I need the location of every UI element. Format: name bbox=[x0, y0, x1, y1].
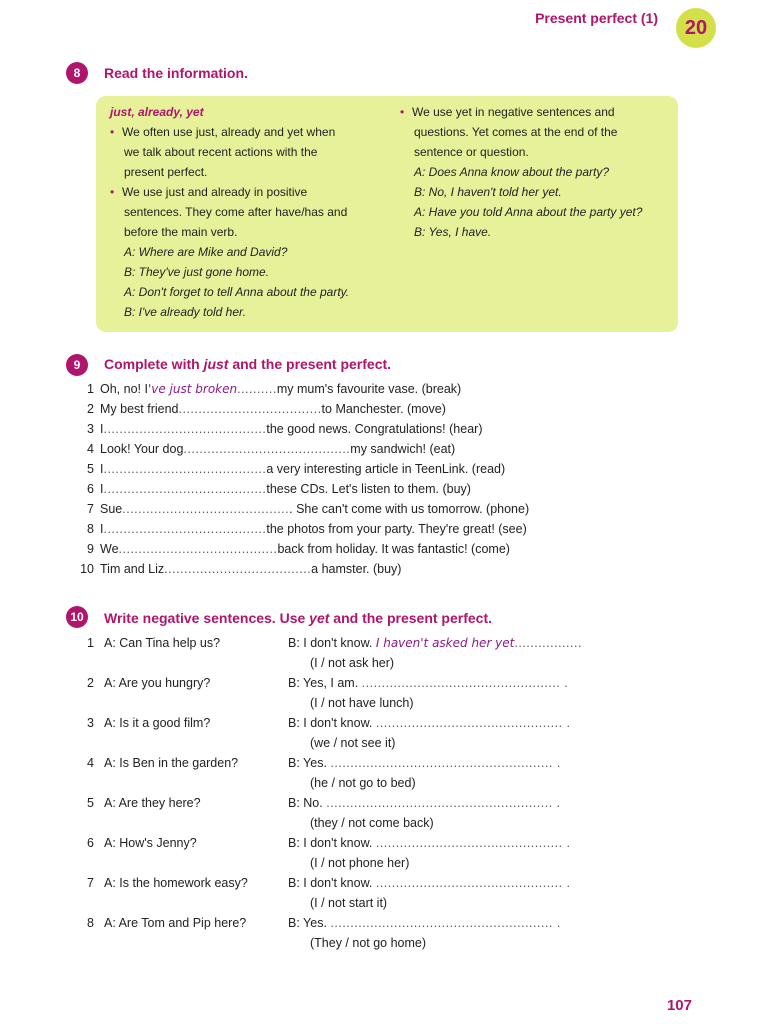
example-line: B: They've just gone home. bbox=[124, 265, 270, 279]
answer-dots: ................. bbox=[514, 636, 582, 650]
question-a: A: Is the homework easy? bbox=[104, 876, 248, 890]
exercise-item bbox=[78, 442, 529, 462]
response-b bbox=[288, 676, 568, 690]
response-b bbox=[288, 796, 561, 810]
dialogue-item bbox=[78, 916, 638, 956]
exercise-9-list bbox=[78, 382, 529, 582]
item-number: 6 bbox=[87, 836, 94, 850]
info-right-column bbox=[400, 102, 670, 242]
dialogue-item bbox=[78, 676, 638, 716]
exercise-8-title: Read the information. bbox=[104, 65, 248, 81]
answer-field[interactable]: ......................................... bbox=[103, 422, 267, 436]
hint-text: (they / not come back) bbox=[310, 816, 434, 830]
answer-field[interactable]: .......................................... bbox=[122, 502, 290, 516]
item-number: 2 bbox=[87, 402, 94, 416]
item-number: 7 bbox=[87, 502, 94, 516]
info-text: questions. Yet comes at the end of the bbox=[414, 125, 618, 139]
bullet-icon: • bbox=[110, 125, 115, 139]
dialogue-item bbox=[78, 756, 638, 796]
item-text: to Manchester. (move) bbox=[321, 402, 446, 416]
dialogue-item bbox=[78, 796, 638, 836]
title-part: and the present perfect. bbox=[329, 610, 492, 626]
answer-field[interactable]: ..................................... bbox=[164, 562, 312, 576]
answer-field[interactable]: I haven't asked her yet bbox=[375, 636, 515, 650]
title-part: and the present perfect. bbox=[228, 356, 392, 372]
item-text: my sandwich! (eat) bbox=[350, 442, 456, 456]
item-prompt: Sue bbox=[100, 502, 123, 516]
title-part: Write negative sentences. Use bbox=[104, 610, 310, 626]
example-line: B: Yes, I have. bbox=[414, 225, 492, 239]
answer-field[interactable]: ........................................................ . bbox=[330, 756, 561, 770]
item-prompt: Tim and Liz bbox=[100, 562, 165, 576]
item-number: 5 bbox=[87, 462, 94, 476]
info-bullet bbox=[110, 122, 380, 142]
info-text: sentence or question. bbox=[414, 145, 529, 159]
example-line: A: Have you told Anna about the party yet? bbox=[414, 205, 643, 219]
hint-text: (he / not go to bed) bbox=[310, 776, 416, 790]
response-text: B: Yes. bbox=[288, 916, 331, 930]
hint-text: (They / not go home) bbox=[310, 936, 427, 950]
item-text: the photos from your party. They're great! (see) bbox=[266, 522, 527, 536]
exercise-item bbox=[78, 422, 529, 442]
exercise-9-number: 9 bbox=[66, 354, 88, 376]
question-a: A: How's Jenny? bbox=[104, 836, 197, 850]
exercise-item bbox=[78, 402, 529, 422]
item-number: 8 bbox=[87, 916, 94, 930]
answer-field[interactable]: ......................................... bbox=[103, 522, 267, 536]
item-number: 8 bbox=[87, 522, 94, 536]
answer-dots: .......... bbox=[237, 382, 277, 396]
hint-text: (I / not ask her) bbox=[310, 656, 395, 670]
item-prompt: I bbox=[100, 422, 104, 436]
response-text: B: I don't know. bbox=[288, 876, 376, 890]
dialogue-item bbox=[78, 836, 638, 876]
exercise-item bbox=[78, 542, 529, 562]
hint-text: (I / not start it) bbox=[310, 896, 388, 910]
item-text: back from holiday. It was fantastic! (come) bbox=[277, 542, 510, 556]
title-part: Complete with bbox=[104, 356, 204, 372]
answer-field[interactable]: .......................................... bbox=[183, 442, 351, 456]
hint-text: (we / not see it) bbox=[310, 736, 396, 750]
answer-field[interactable]: ............................................... . bbox=[375, 876, 571, 890]
dialogue-item bbox=[78, 636, 638, 676]
exercise-item bbox=[78, 502, 529, 522]
hint-text: (I / not have lunch) bbox=[310, 696, 414, 710]
exercise-item bbox=[78, 482, 529, 502]
item-text: . She can't come with us tomorrow. (phone) bbox=[289, 502, 530, 516]
item-number: 3 bbox=[87, 716, 94, 730]
response-b bbox=[288, 876, 571, 890]
exercise-item bbox=[78, 462, 529, 482]
response-text: B: I don't know. bbox=[288, 636, 376, 650]
exercise-item bbox=[78, 562, 529, 582]
response-b bbox=[288, 636, 582, 650]
answer-field[interactable]: ........................................................ . bbox=[330, 916, 561, 930]
item-number: 7 bbox=[87, 876, 94, 890]
item-number: 2 bbox=[87, 676, 94, 690]
exercise-10-list bbox=[78, 636, 638, 956]
dialogue-item bbox=[78, 716, 638, 756]
example-line: B: No, I haven't told her yet. bbox=[414, 185, 562, 199]
answer-field[interactable]: ......................................... bbox=[103, 462, 267, 476]
item-prompt: We bbox=[100, 542, 119, 556]
item-text: my mum's favourite vase. (break) bbox=[276, 382, 462, 396]
exercise-10-number: 10 bbox=[66, 606, 88, 628]
information-box bbox=[96, 96, 678, 332]
item-number: 3 bbox=[87, 422, 94, 436]
title-emphasis: just bbox=[203, 356, 229, 372]
item-number: 4 bbox=[87, 442, 94, 456]
response-b bbox=[288, 756, 561, 770]
response-b bbox=[288, 836, 571, 850]
hint-text: (I / not phone her) bbox=[310, 856, 410, 870]
bullet-icon: • bbox=[400, 105, 405, 119]
question-a: A: Are you hungry? bbox=[104, 676, 211, 690]
item-text: a very interesting article in TeenLink. (read) bbox=[266, 462, 506, 476]
item-number: 9 bbox=[87, 542, 94, 556]
section-title: Present perfect (1) bbox=[535, 10, 658, 26]
example-line: B: I've already told her. bbox=[124, 305, 246, 319]
info-left-column bbox=[110, 102, 380, 322]
item-number: 1 bbox=[87, 382, 94, 396]
exercise-9-title bbox=[104, 356, 391, 372]
info-text: We often use just, already and yet when bbox=[122, 125, 336, 139]
info-text: before the main verb. bbox=[124, 225, 238, 239]
info-heading: just, already, yet bbox=[110, 105, 204, 119]
info-text: present perfect. bbox=[124, 165, 208, 179]
item-number: 1 bbox=[87, 636, 94, 650]
question-a: A: Are they here? bbox=[104, 796, 201, 810]
item-number: 10 bbox=[80, 562, 94, 576]
response-text: B: I don't know. bbox=[288, 716, 376, 730]
title-emphasis: yet bbox=[309, 610, 330, 626]
question-a: A: Can Tina help us? bbox=[104, 636, 221, 650]
info-text: We use yet in negative sentences and bbox=[412, 105, 615, 119]
answer-field[interactable]: ............................................... . bbox=[375, 836, 571, 850]
info-text: We use just and already in positive bbox=[122, 185, 308, 199]
page-number: 107 bbox=[666, 997, 692, 1014]
answer-field[interactable]: ......................................... bbox=[103, 482, 267, 496]
item-text: a hamster. (buy) bbox=[311, 562, 402, 576]
item-text: the good news. Congratulations! (hear) bbox=[266, 422, 483, 436]
dialogue-item bbox=[78, 876, 638, 916]
exercise-8-number: 8 bbox=[66, 62, 88, 84]
item-prompt: My best friend bbox=[100, 402, 179, 416]
unit-number-badge: 20 bbox=[676, 8, 716, 48]
response-text: B: I don't know. bbox=[288, 836, 376, 850]
response-text: B: No. bbox=[288, 796, 327, 810]
example-line: A: Does Anna know about the party? bbox=[414, 165, 610, 179]
question-a: A: Is it a good film? bbox=[104, 716, 211, 730]
answer-field[interactable]: ......................................................... . bbox=[326, 796, 561, 810]
answer-field[interactable]: 've just broken bbox=[147, 382, 238, 396]
item-prompt: Oh, no! I bbox=[100, 382, 148, 396]
example-line: A: Where are Mike and David? bbox=[124, 245, 288, 259]
item-prompt: I bbox=[100, 462, 104, 476]
bullet-icon: • bbox=[110, 185, 115, 199]
response-text: B: Yes. bbox=[288, 756, 331, 770]
response-b bbox=[288, 716, 571, 730]
response-text: B: Yes, I am. bbox=[288, 676, 362, 690]
item-prompt: I bbox=[100, 522, 104, 536]
response-b bbox=[288, 916, 561, 930]
item-number: 5 bbox=[87, 796, 94, 810]
info-text: sentences. They come after have/has and bbox=[124, 205, 348, 219]
answer-field[interactable]: ........................................ bbox=[118, 542, 278, 556]
info-bullet bbox=[400, 102, 670, 122]
item-prompt: Look! Your dog bbox=[100, 442, 184, 456]
answer-field[interactable]: ............................................... . bbox=[375, 716, 571, 730]
info-bullet bbox=[110, 182, 380, 202]
exercise-item bbox=[78, 382, 529, 402]
example-line: A: Don't forget to tell Anna about the party. bbox=[124, 285, 350, 299]
answer-field[interactable]: .................................................. . bbox=[361, 676, 569, 690]
question-a: A: Is Ben in the garden? bbox=[104, 756, 239, 770]
info-text: we talk about recent actions with the bbox=[124, 145, 318, 159]
question-a: A: Are Tom and Pip here? bbox=[104, 916, 247, 930]
exercise-10-title bbox=[104, 610, 492, 626]
item-number: 4 bbox=[87, 756, 94, 770]
item-number: 6 bbox=[87, 482, 94, 496]
item-text: these CDs. Let's listen to them. (buy) bbox=[266, 482, 471, 496]
answer-field[interactable]: .................................... bbox=[178, 402, 322, 416]
exercise-item bbox=[78, 522, 529, 542]
item-prompt: I bbox=[100, 482, 104, 496]
